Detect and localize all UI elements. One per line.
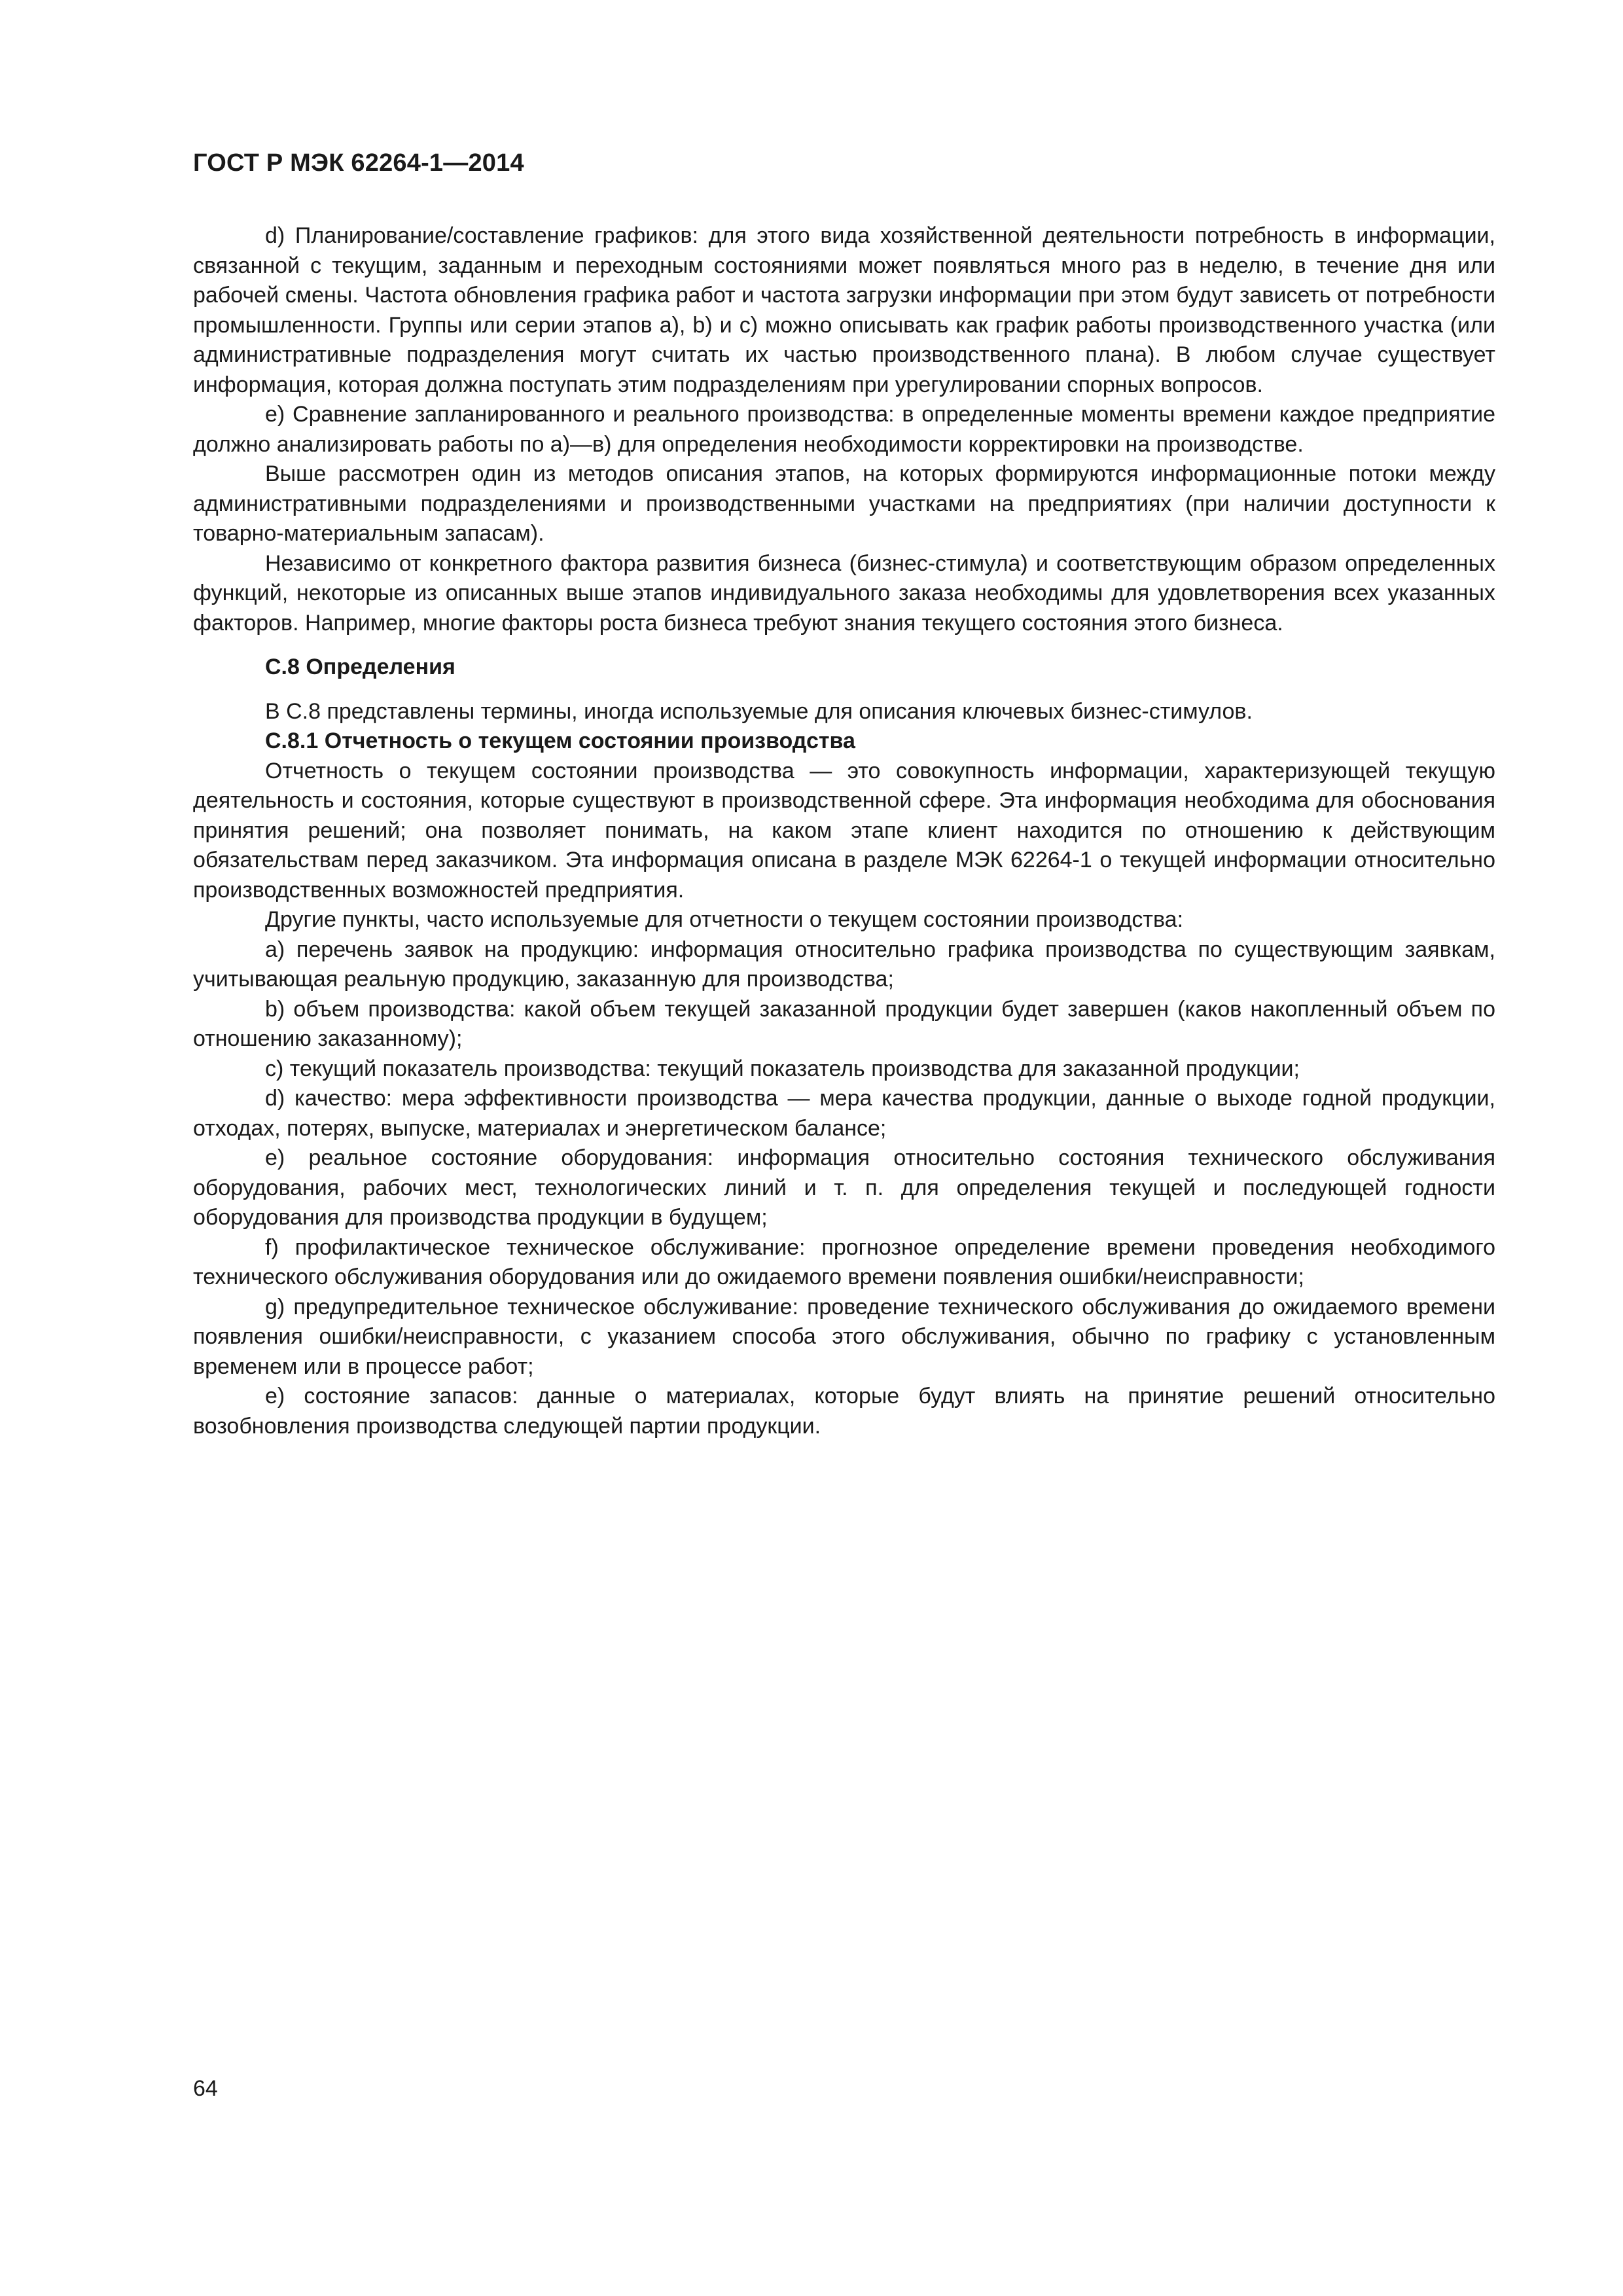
- list-item: e) состояние запасов: данные о материалах, которые будут влиять на принятие решений относительно возобновления производства следующей партии продукции.: [193, 1384, 1495, 1439]
- list-item: e) реальное состояние оборудования: информация относительно состояния технического обслуживания оборудования, рабочих мест, технологических линий и т. п. для определения текущей и последующей годности оборудования для производства продукции в будущем;: [193, 1145, 1495, 1230]
- paragraph: Независимо от конкретного фактора развития бизнеса (бизнес-стимула) и соответствующим образом определенных функций, некоторые из описанных выше этапов индивидуального заказа необходимы для удовлетворения всех указанных факторов. Например, многие факторы роста бизнеса требуют знания текущего состояния этого бизнеса.: [193, 550, 1495, 636]
- list-item: b) объем производства: какой объем текущей заказанной продукции будет завершен (каков накопленный объем по отношению заказанному);: [193, 996, 1495, 1051]
- page-number: 64: [193, 2076, 218, 2101]
- paragraph: Другие пункты, часто используемые для отчетности о текущем состоянии производства:: [265, 907, 1184, 932]
- paragraph: Выше рассмотрен один из методов описания этапов, на которых формируются информационные потоки между административными подразделениями и производственными участками на предприятиях (при наличии доступности к товарно-материальным запасам).: [193, 461, 1495, 546]
- list-item: g) предупредительное техническое обслуживание: проведение технического обслуживания до ожидаемого времени появления ошибки/неисправности, с указанием способа этого обслуживания, обычно по графику с установленным временем или в процессе работ;: [193, 1294, 1495, 1379]
- paragraph: d) Планирование/составление графиков: для этого вида хозяйственной деятельности потребность в информации, связанной с текущим, заданным и переходным состояниями может появляться много раз в неделю, в течение дня или рабочей смены. Частота обновления графика работ и частота загрузки информации при этом будут зависеть от потребности промышленности. Группы или серии этапов a), b) и с) можно описывать как график работы производственного участка (или административные подразделения могут считать их частью производственного плана). В любом случае существует информация, которая должна поступать этим подразделениям при урегулировании спорных вопросов.: [193, 223, 1495, 397]
- document-header: ГОСТ Р МЭК 62264-1—2014: [193, 149, 524, 177]
- section-heading: С.8 Определения: [265, 655, 455, 679]
- paragraph: e) Сравнение запланированного и реального производства: в определенные моменты времени каждое предприятие должно анализировать работы по а)—в) для определения необходимости корректировки на производстве.: [193, 402, 1495, 457]
- paragraph: Отчетность о текущем состоянии производства — это совокупность информации, характеризующей текущую деятельность и состояния, которые существуют в производственной сфере. Эта информация необходима для обоснования принятия решений; она позволяет понимать, на каком этапе клиент находится по отношению к действующим обязательствам перед заказчиком. Эта информация описана в разделе МЭК 62264-1 о текущей информации относительно производственных возможностей предприятия.: [193, 758, 1495, 903]
- subsection-heading: С.8.1 Отчетность о текущем состоянии производства: [265, 728, 855, 753]
- list-item: f) профилактическое техническое обслуживание: прогнозное определение времени проведения необходимого технического обслуживания оборудования или до ожидаемого времени появления ошибки/неисправности;: [193, 1234, 1495, 1289]
- list-item: c) текущий показатель производства: текущий показатель производства для заказанной продукции;: [265, 1056, 1300, 1081]
- list-item: d) качество: мера эффективности производства — мера качества продукции, данные о выходе годной продукции, отходах, потерях, выпуске, материалах и энергетическом балансе;: [193, 1086, 1495, 1141]
- list-item: a) перечень заявок на продукцию: информация относительно графика производства по существующим заявкам, учитывающая реальную продукцию, заказанную для производства;: [193, 937, 1495, 992]
- document-body: [193, 221, 1495, 1441]
- section-intro: В С.8 представлены термины, иногда используемые для описания ключевых бизнес-стимулов.: [265, 698, 1253, 724]
